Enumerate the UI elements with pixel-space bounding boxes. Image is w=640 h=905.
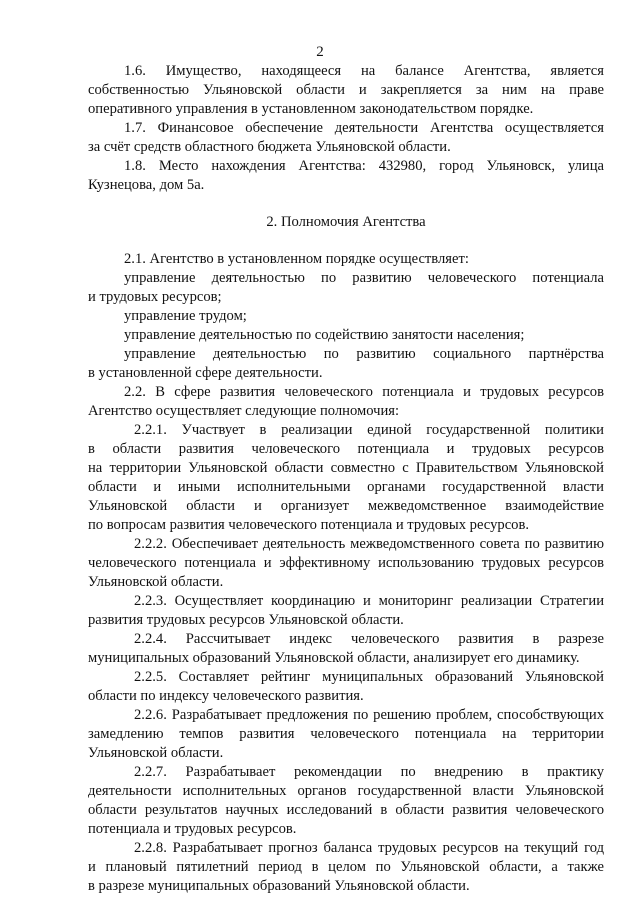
- paragraph-line: управление трудом;: [124, 308, 247, 324]
- paragraph-line: 2.2.2. Обеспечивает деятельность межведомственного совета по развитию: [134, 536, 604, 552]
- paragraph-line: области по индексу человеческого развития.: [88, 688, 364, 704]
- paragraph-line: Ульяновской области.: [88, 574, 224, 590]
- paragraph-line: управление деятельностью по развитию социального партнёрства: [124, 346, 604, 362]
- paragraph-line: Ульяновской области.: [88, 745, 224, 761]
- paragraph-line: Кузнецова, дом 5а.: [88, 177, 205, 193]
- paragraph-line: и плановый пятилетний период в целом по Ульяновской области, а также: [88, 859, 604, 875]
- paragraph-line: управление деятельностью по развитию человеческого потенциала: [124, 270, 604, 286]
- paragraph-line: 2.2.1. Участвует в реализации единой государственной политики: [134, 422, 604, 438]
- paragraph-line: замедлению темпов развития человеческого потенциала на территории: [88, 726, 604, 742]
- paragraph-line: 2.1. Агентство в установленном порядке осуществляет:: [124, 251, 469, 267]
- paragraph-line: и трудовых ресурсов;: [88, 289, 222, 305]
- paragraph-line: в установленной сфере деятельности.: [88, 365, 323, 381]
- paragraph-line: человеческого потенциала и эффективному использованию трудовых ресурсов: [88, 555, 604, 571]
- paragraph-line: муниципальных образований Ульяновской области, анализирует его динамику.: [88, 650, 580, 666]
- paragraph-line: 2.2.8. Разрабатывает прогноз баланса трудовых ресурсов на текущий год: [134, 840, 604, 856]
- paragraph-line: управление деятельностью по содействию занятости населения;: [124, 327, 525, 343]
- paragraph-line: за счёт средств областного бюджета Ульяновской области.: [88, 139, 451, 155]
- paragraph-line: 2.2.5. Составляет рейтинг муниципальных образований Ульяновской: [134, 669, 604, 685]
- paragraph-line: потенциала и трудовых ресурсов.: [88, 821, 297, 837]
- paragraph-line: по вопросам развития человеческого потенциала и трудовых ресурсов.: [88, 517, 530, 533]
- paragraph-line: области результатов научных исследований в области развития человеческого: [88, 802, 604, 818]
- section-heading: 2. Полномочия Агентства: [266, 214, 426, 230]
- paragraph-line: 2.2.6. Разрабатывает предложения по решению проблем, способствующих: [134, 707, 604, 723]
- paragraph-line: области и иными исполнительными органами государственной власти: [88, 479, 604, 495]
- paragraph-line: Ульяновской области и организует межведомственное взаимодействие: [88, 498, 604, 514]
- document-body: [88, 62, 604, 896]
- paragraph-line: собственностью Ульяновской области и закрепляется за ним на праве: [88, 82, 604, 98]
- paragraph-line: 2.2.4. Рассчитывает индекс человеческого развития в разрезе: [134, 631, 604, 647]
- paragraph-line: 1.6. Имущество, находящееся на балансе Агентства, является: [124, 63, 604, 79]
- paragraph-line: оперативного управления в установленном законодательством порядке.: [88, 101, 534, 117]
- paragraph-line: развития трудовых ресурсов Ульяновской области.: [88, 612, 404, 628]
- page-number: 2: [316, 44, 324, 60]
- paragraph-line: на территории Ульяновской области совместно с Правительством Ульяновской: [88, 460, 604, 476]
- paragraph-line: 2.2.3. Осуществляет координацию и мониторинг реализации Стратегии: [134, 593, 604, 609]
- paragraph-line: 1.7. Финансовое обеспечение деятельности Агентства осуществляется: [124, 120, 604, 136]
- paragraph-line: 1.8. Место нахождения Агентства: 432980, город Ульяновск, улица: [124, 158, 604, 174]
- paragraph-line: в области развития человеческого потенциала и трудовых ресурсов: [88, 441, 604, 457]
- paragraph-line: Агентство осуществляет следующие полномочия:: [88, 403, 400, 419]
- paragraph-line: деятельности исполнительных органов государственной власти Ульяновской: [88, 783, 604, 799]
- paragraph-line: в разрезе муниципальных образований Ульяновской области.: [88, 878, 470, 894]
- paragraph-line: 2.2.7. Разрабатывает рекомендации по внедрению в практику: [134, 764, 604, 780]
- paragraph-line: 2.2. В сфере развития человеческого потенциала и трудовых ресурсов: [124, 384, 604, 400]
